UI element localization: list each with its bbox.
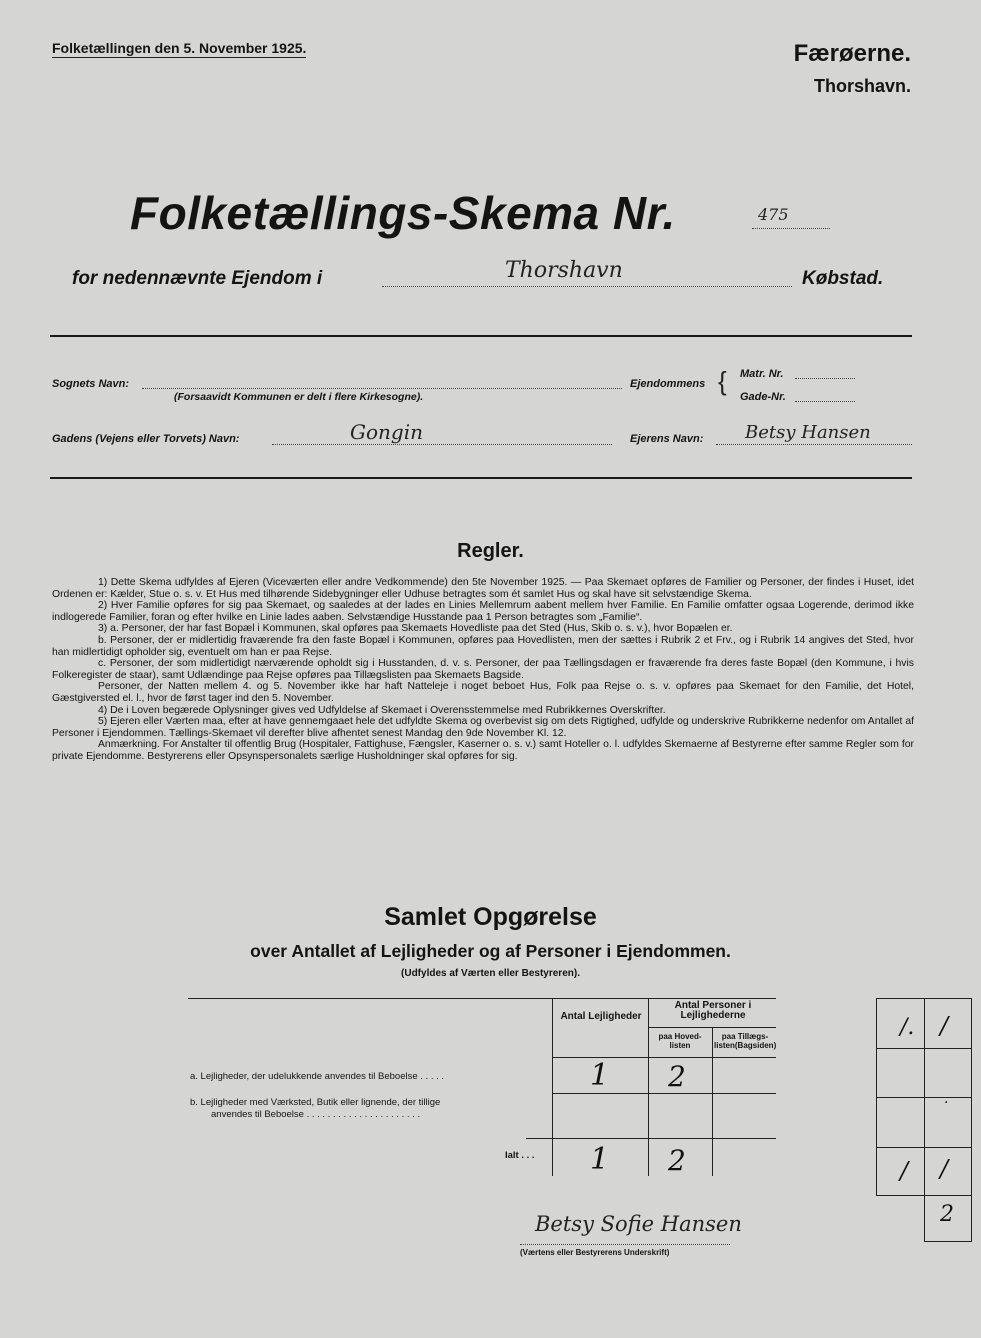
gade-navn-label: Gadens (Vejens eller Torvets) Navn: bbox=[52, 433, 240, 445]
number-line bbox=[752, 228, 830, 229]
sogn-line bbox=[142, 388, 622, 389]
divider-fields bbox=[50, 477, 912, 479]
signature: Betsy Sofie Hansen bbox=[535, 1212, 742, 1236]
table-header-rule bbox=[552, 1057, 776, 1058]
tally-mark: / bbox=[940, 1155, 949, 1183]
value-a-hoved: 2 bbox=[668, 1060, 686, 1093]
divider-top bbox=[50, 335, 912, 337]
gade-navn-value: Gongin bbox=[350, 420, 423, 444]
brace-icon: { bbox=[718, 366, 727, 396]
rule-paragraph: b. Personer, der er midlertidig fraværende fra den faste Bopæl i Kommunen, opføres paa Hovedlisten, men der sættes i Rubrik 2 et Frv., og i Rubrik 14 angives det Sted, hvor han midlertidigt opholder sig, eventuelt om han er paa Rejse. bbox=[52, 634, 914, 658]
rule-paragraph: c. Personer, der som midlertidigt nærværende opholdt sig i Husstanden, d. v. s. Personer, der paa Tællingsdagen er fraværende fra deres faste Bopæl (den Kommune, i hvis Folkeregister de staar), samt Udlændinge paa Rejse opføres paa Tillægslisten paa Skemaets Bagside. bbox=[52, 658, 914, 681]
col-antal-lejligheder: Antal Lejligheder bbox=[560, 1011, 642, 1022]
matr-label: Matr. Nr. bbox=[740, 368, 784, 380]
rule-paragraph: 2) Hver Familie opføres for sig paa Skemaet, og saaledes at der lades en Linies Mellemrum aabent mellem hver Familie. En Familie omfatter ogsaa Logerende, derimod ikke indlogerede Familier, foran og efter hvilke en Linie lades aaben. Selvstændige Husstande paa 1 Person betragtes som „Familie“. bbox=[52, 600, 914, 623]
census-date-header: Folketællingen den 5. November 1925. bbox=[52, 40, 307, 56]
rules-text bbox=[52, 577, 914, 763]
rule-paragraph: 4) De i Loven begærede Oplysninger gives ved Udfyldelse af Skemaet i Overensstemmelse med Rubrikkernes Overskrifter. bbox=[98, 704, 666, 716]
grid-line bbox=[876, 998, 877, 1195]
table-divider bbox=[552, 998, 553, 1176]
gade-nr-label: Gade-Nr. bbox=[740, 391, 786, 403]
gade-navn-line bbox=[272, 444, 612, 445]
col-hovedlisten: paa Hoved-listen bbox=[658, 1032, 702, 1050]
rule-paragraph: 1) Dette Skema udfyldes af Ejeren (Viceværten eller andre Vedkommende) den 5te November 1925. — Paa Skemaet opføres de Familier og Personer, der findes i Huset, idet Ordenen er: Kælder, Stue o. s. v. Et Hus med tilhørende Sidebygninger eller Udhuse betragtes som ét samlet Hus og skal have sit selvstændige Skema. bbox=[52, 577, 914, 600]
table-row-rule bbox=[526, 1138, 776, 1139]
ejer-label: Ejerens Navn: bbox=[630, 433, 704, 445]
town-handwritten: Thorshavn bbox=[505, 258, 623, 283]
signature-line bbox=[520, 1244, 730, 1245]
table-divider bbox=[712, 1027, 713, 1176]
gade-nr-line bbox=[795, 401, 855, 402]
rule-paragraph: Anmærkning. For Anstalter til offentlig Brug (Hospitaler, Fattighuse, Fængsler, Kaserner o. s. v.) samt Hoteller o. l. udfyldes Skemaerne af Bestyrerne efter samme Regler som for private Ejendomme. Bestyrerens eller Opsynspersonalets særlige Husholdninger skal opføres for sig. bbox=[52, 739, 914, 762]
sogn-note: (Forsaavidt Kommunen er delt i flere Kirkesogne). bbox=[174, 391, 424, 403]
matr-line bbox=[795, 378, 855, 379]
row-total-label: Ialt . . . bbox=[505, 1150, 535, 1161]
col-tillaegslisten: paa Tillægs-listen(Bagsiden) bbox=[714, 1032, 777, 1050]
subtitle-kobstad: Købstad. bbox=[802, 268, 884, 289]
ejer-line bbox=[716, 444, 912, 445]
grid-line bbox=[924, 998, 925, 1241]
sogn-label: Sognets Navn: bbox=[52, 378, 130, 390]
table-divider bbox=[648, 998, 649, 1176]
form-number: 475 bbox=[758, 205, 789, 224]
table-row-rule bbox=[552, 1093, 776, 1094]
row-b-label-2: anvendes til Beboelse . . . . . . . . . . . . . . . . . . . . . . bbox=[211, 1109, 421, 1120]
rule-paragraph: Personer, der Natten mellem 4. og 5. November ikke har haft Natteleje i noget beboet Hus, Folk paa Rejse o. s. v. opføres paa Skemaet for den Familie, det Hotel, Gæstgiversted el. l., hvor de først tager ind den 5. November. bbox=[52, 681, 914, 704]
rule-paragraph: 3) a. Personer, der har fast Bopæl i Kommunen, skal opføres paa Skemaets Hovedliste paa det Sted (Hus, Skib o. s. v.), hvor Bopælen er. bbox=[98, 623, 733, 635]
grid-rule bbox=[924, 1241, 972, 1242]
summary-title: Samlet Opgørelse bbox=[384, 903, 597, 931]
tally-mark: · bbox=[944, 1095, 949, 1111]
ejendom-label: Ejendommens bbox=[630, 378, 706, 390]
col-antal-personer: Antal Personer i Lejlighederne bbox=[674, 1000, 752, 1021]
tally-mark: / bbox=[940, 1012, 949, 1040]
rule-paragraph: 5) Ejeren eller Værten maa, efter at have gennemgaaet hele det udfyldte Skema og overbevist sig om dets Rigtighed, udfylde og underskrive Rubrikkerne nedenfor om Antallet af Personer i Ejendommen. Tællings-Skemaet vil derefter blive afhentet senest Mandag den 9de November Kl. 12. bbox=[52, 716, 914, 739]
row-b-label-1: b. Lejligheder med Værksted, Butik eller lignende, der tillige bbox=[190, 1097, 441, 1108]
summary-subtitle: over Antallet af Lejligheder og af Personer i Ejendommen. bbox=[250, 941, 731, 961]
town-name: Thorshavn. bbox=[813, 76, 911, 96]
subtitle-property: for nedennævnte Ejendom i bbox=[72, 268, 323, 289]
rules-title: Regler. bbox=[457, 540, 524, 562]
table-sub-rule bbox=[648, 1027, 776, 1028]
summary-note: (Udfyldes af Værten eller Bestyreren). bbox=[401, 968, 580, 979]
value-a-lejligheder: 1 bbox=[590, 1058, 610, 1093]
tally-mark: 2 bbox=[940, 1202, 954, 1227]
region-name: Færøerne. bbox=[793, 40, 911, 67]
signature-caption: (Værtens eller Bestyrerens Underskrift) bbox=[520, 1248, 670, 1257]
value-total-hoved: 2 bbox=[668, 1144, 686, 1177]
town-line bbox=[382, 286, 792, 287]
table-top-rule bbox=[188, 998, 776, 999]
grid-line bbox=[971, 998, 972, 1241]
form-title: Folketællings-Skema Nr. bbox=[130, 187, 676, 239]
row-a-label: a. Lejligheder, der udelukkende anvendes til Beboelse . . . . . bbox=[190, 1071, 445, 1082]
tally-mark: /. bbox=[900, 1015, 915, 1040]
value-total-lejligheder: 1 bbox=[590, 1142, 610, 1177]
tally-mark: / bbox=[900, 1157, 909, 1185]
ejer-value: Betsy Hansen bbox=[745, 422, 871, 443]
